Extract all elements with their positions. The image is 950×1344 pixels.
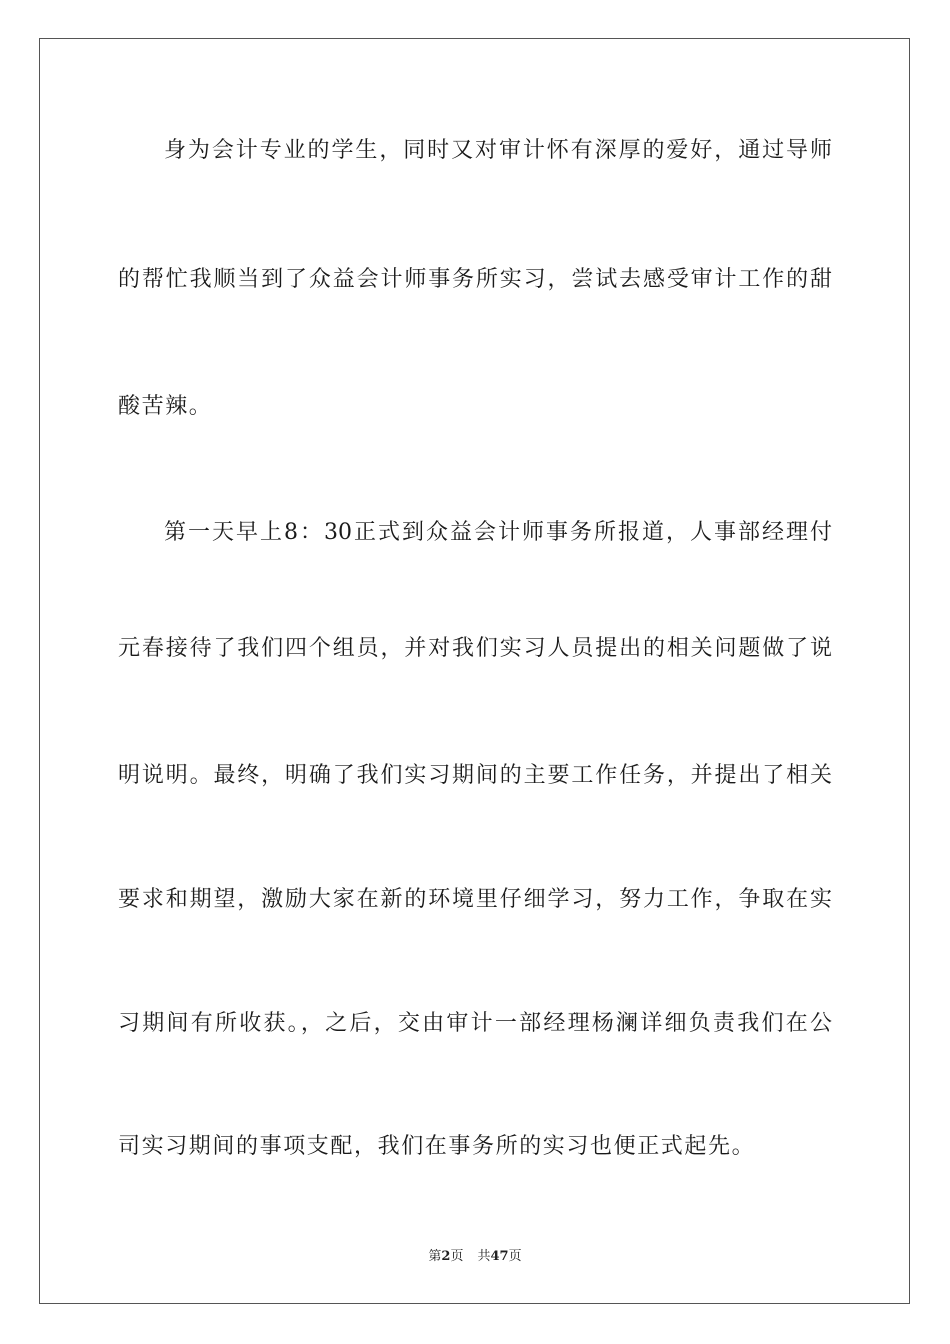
page-footer	[0, 1248, 950, 1266]
paragraph-1-line-3: 酸苦辣。	[118, 394, 213, 419]
paragraph-2-line-6: 司实习期间的事项支配，我们在事务所的实习也便正式起先。	[118, 1134, 756, 1159]
paragraph-1-line-1: 身为会计专业的学生，同时又对审计怀有深厚的爱好，通过导师	[164, 138, 832, 163]
paragraph-2-line-4: 要求和期望，激励大家在新的环境里仔细学习，努力工作，争取在实	[118, 887, 832, 912]
paragraph-2-line-2: 元春接待了我们四个组员，并对我们实习人员提出的相关问题做了说	[118, 636, 832, 661]
page-border	[39, 38, 910, 1304]
paragraph-2-line-5: 习期间有所收获。，之后，交由审计一部经理杨澜详细负责我们在公	[118, 1011, 832, 1036]
page-number: 2	[441, 1249, 451, 1264]
paragraph-2-line-1: 第一天早上8：30正式到众益会计师事务所报道，人事部经理付	[164, 520, 832, 545]
total-prefix: 共	[477, 1249, 491, 1264]
paragraph-2-line-3: 明说明。最终，明确了我们实习期间的主要工作任务，并提出了相关	[118, 763, 832, 788]
total-suffix: 页	[508, 1249, 522, 1264]
page-prefix: 第	[428, 1249, 442, 1264]
paragraph-1-line-2: 的帮忙我顺当到了众益会计师事务所实习，尝试去感受审计工作的甜	[118, 267, 832, 292]
total-pages: 47	[490, 1249, 509, 1264]
page-suffix: 页	[450, 1249, 464, 1264]
